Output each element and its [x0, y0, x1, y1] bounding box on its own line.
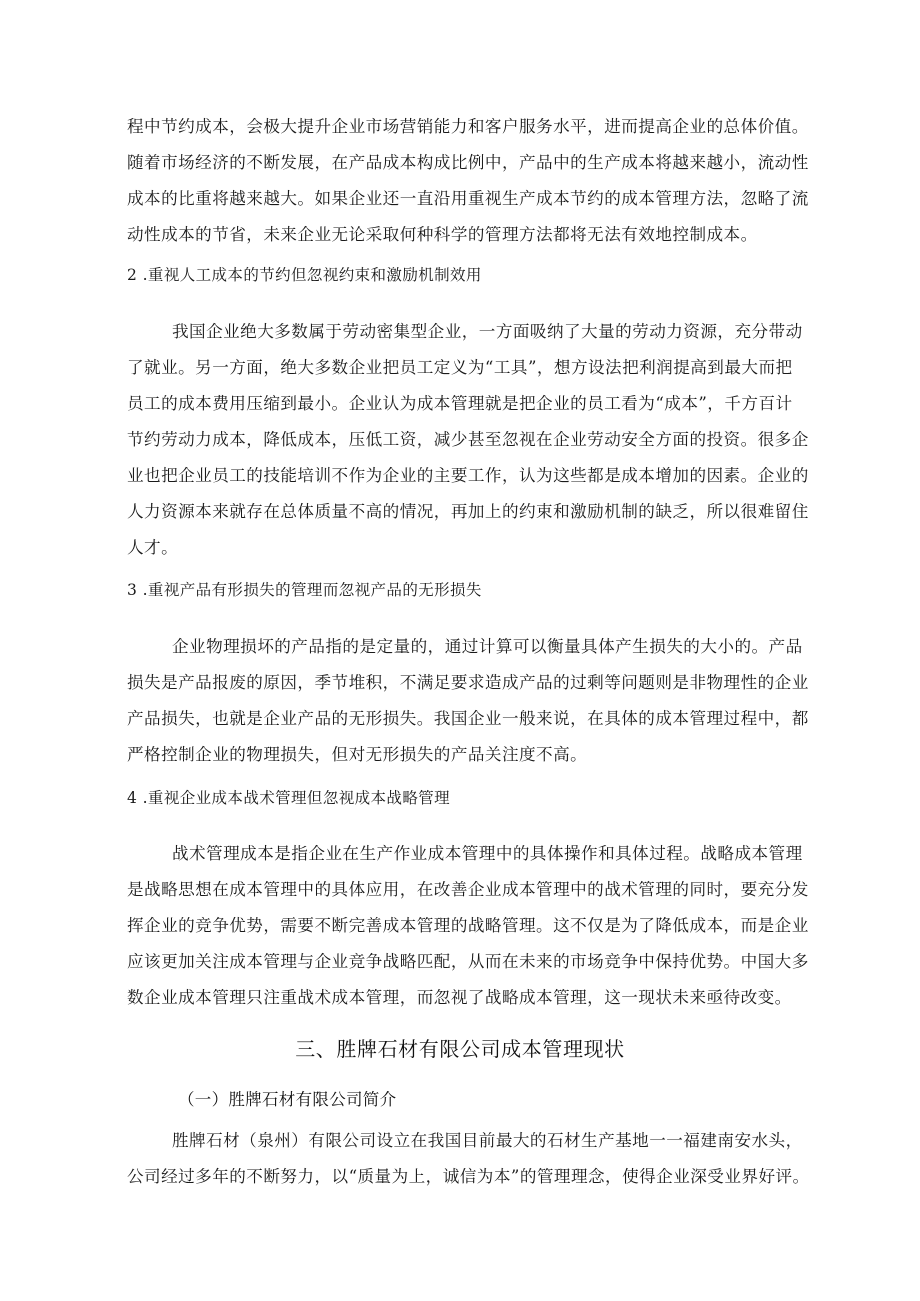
item-4-heading: 4 .重视企业成本战术管理但忽视成本战略管理: [127, 789, 451, 807]
item-2-line-6: 人力资源本来就存在总体质量不高的情况，再加上的约束和激励机制的缺乏，所以很难留住: [127, 502, 809, 521]
item-3-line-4: 严格控制企业的物理损失，但对无形损失的产品关注度不高。: [127, 745, 588, 764]
section-3-line-1: 胜牌石材（泉州）有限公司设立在我国目前最大的石材生产基地一一福建南安水头，: [172, 1131, 803, 1150]
item-3-line-2: 损失是产品报废的原因，季节堆积，不满足要求造成产品的过剩等问题则是非物理性的企业: [127, 673, 809, 692]
item-2-line-1: 我国企业绝大多数属于劳动密集型企业，一方面吸纳了大量的劳动力资源，充分带动: [172, 322, 803, 341]
item-4-line-4: 应该更加关注成本管理与企业竞争战略匹配，从而在未来的市场竞争中保持优势。中国大多: [127, 952, 809, 971]
item-2-heading: 2 .重视人工成本的节约但忽视约束和激励机制效用: [127, 266, 482, 284]
item-4-line-5: 数企业成本管理只注重战术成本管理，而忽视了战略成本管理，这一现状未来亟待改变。: [127, 988, 792, 1007]
item-2-line-5: 业也把企业员工的技能培训不作为企业的主要工作，认为这些都是成本增加的因素。企业的: [127, 466, 809, 485]
item-4-line-2: 是战略思想在成本管理中的具体应用，在改善企业成本管理中的战术管理的同时，要充分发: [127, 880, 809, 899]
section-3-line-2: 公司经过多年的不断努力，以“质量为上，诚信为本”的管理理念，使得企业深受业界好评。: [127, 1167, 810, 1186]
section-3-title: 三、胜牌石材有限公司成本管理现状: [295, 1037, 625, 1061]
item-3-heading: 3 .重视产品有形损失的管理而忽视产品的无形损失: [127, 581, 482, 599]
item-2-line-7: 人才。: [127, 538, 179, 557]
item-3-line-3: 产品损失，也就是企业产品的无形损失。我国企业一般来说，在具体的成本管理过程中，都: [127, 709, 809, 728]
para-top-line-4: 动性成本的节省，未来企业无论采取何种科学的管理方法都将无法有效地控制成本。: [127, 225, 758, 244]
para-top-line-3: 成本的比重将越来越大。如果企业还一直沿用重视生产成本节约的成本管理方法，忽略了流: [127, 189, 809, 208]
item-2-line-4: 节约劳动力成本，降低成本，压低工资，减少甚至忽视在企业劳动安全方面的投资。很多企: [127, 430, 809, 449]
para-top-line-1: 程中节约成本，会极大提升企业市场营销能力和客户服务水平，进而提高企业的总体价值。: [127, 117, 809, 136]
item-2-line-3: 员工的成本费用压缩到最小。企业认为成本管理就是把企业的员工看为“成本”，千方百计: [127, 394, 793, 413]
item-2-line-2: 了就业。另一方面，绝大多数企业把员工定义为“工具”，想方设法把利润提高到最大而把: [127, 358, 793, 377]
item-4-line-1: 战术管理成本是指企业在生产作业成本管理中的具体操作和具体过程。战略成本管理: [172, 844, 803, 863]
section-3-subtitle: （一）胜牌石材有限公司简介: [178, 1090, 397, 1109]
item-4-line-3: 挥企业的竞争优势，需要不断完善成本管理的战略管理。这不仅是为了降低成本，而是企业: [127, 916, 809, 935]
para-top-line-2: 随着市场经济的不断发展，在产品成本构成比例中，产品中的生产成本将越来越小，流动性: [127, 153, 809, 172]
item-3-line-1: 企业物理损坏的产品指的是定量的，通过计算可以衡量具体产生损失的大小的。产品: [172, 637, 803, 656]
